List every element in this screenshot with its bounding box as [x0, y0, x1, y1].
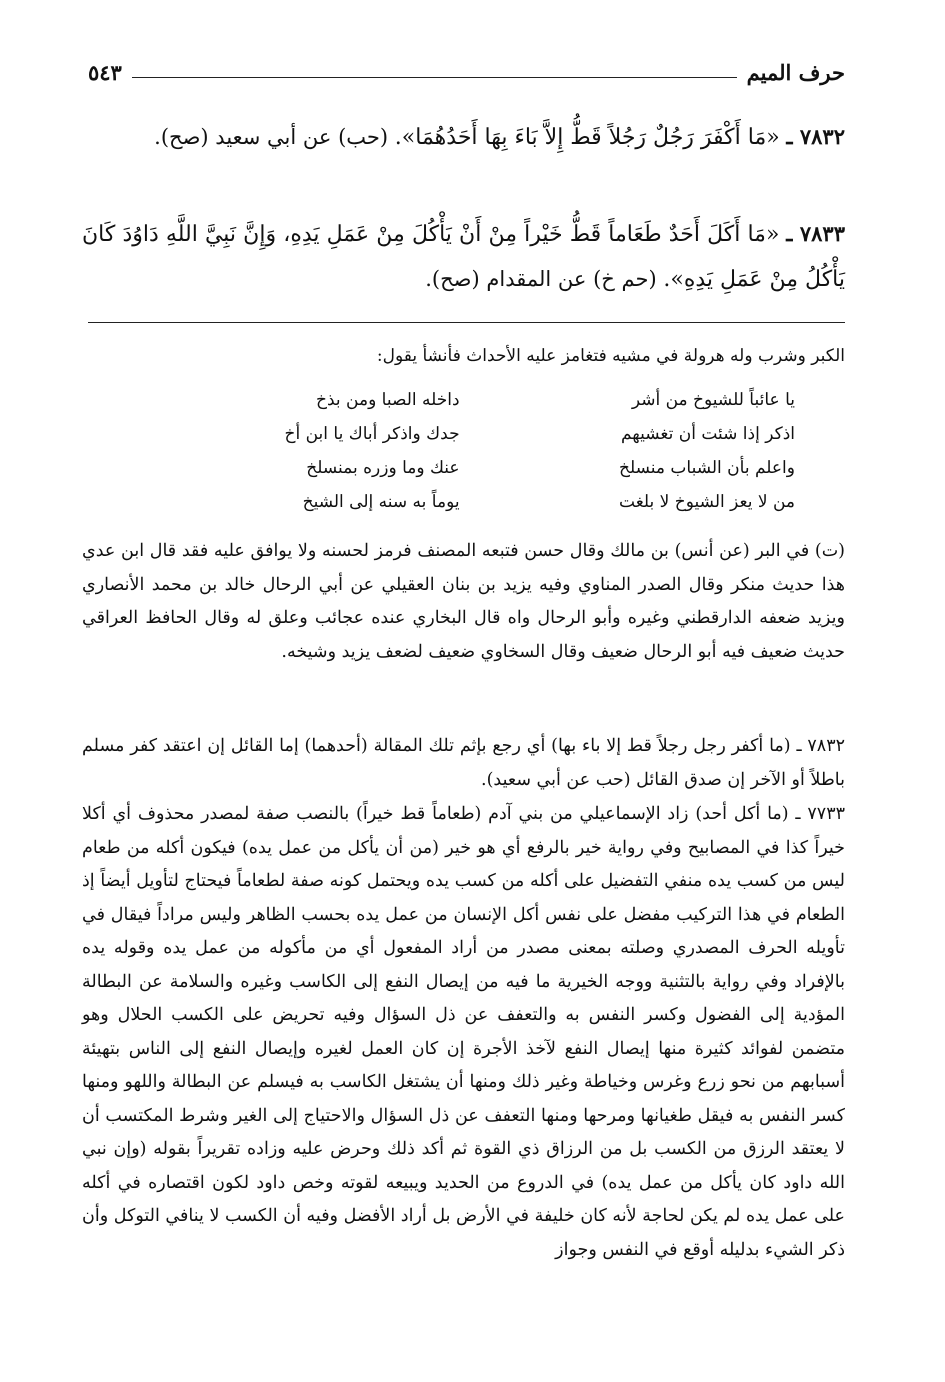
commentary-paragraph-1	[82, 535, 845, 669]
hadith-7833	[82, 212, 845, 302]
hadith-text: «مَا أَكَلَ أَحَدٌ طَعَاماً قَطُّ خَيْراً مِنْ أَنْ يَأْكُلَ مِنْ عَمَلِ يَدِهِ، وَإِنَّ نَبِيَّ اللَّهِ دَاوُدَ كَانَ يَأْكُلُ مِنْ عَمَلِ يَدِهِ».	[82, 222, 845, 292]
header-rule	[132, 77, 737, 78]
intro-text: الكبر وشرب وله هرولة في مشيه فتغامز عليه الأحداث فأنشأ يقول:	[376, 346, 845, 366]
page-number: ٥٤٣	[88, 59, 122, 85]
hemistich-second: عنك وما وزره بمنسلخ	[306, 458, 460, 478]
hemistich-first: من لا يعز الشيوخ لا بلغت	[619, 492, 795, 512]
page-header	[88, 55, 845, 89]
hemistich-second: داخله الصبا ومن بذخ	[315, 390, 460, 410]
commentary-paragraph-2	[82, 730, 845, 797]
paragraph-text: ٧٨٣٢ ـ (ما أكفر رجل رجلاً قط إلا باء بها) أي رجع بإثم تلك المقالة (أحدهما) إما القائل إن اعتقد كفر مسلم باطلاً أو الآخر إن صدق القائل (حب عن أبي سعيد).	[82, 736, 845, 790]
hemistich-first: يا عائباً للشيوخ من أشر	[631, 390, 795, 410]
poem-line	[150, 383, 795, 417]
hadith-number: ٧٨٣٣ ـ	[786, 221, 845, 246]
hadith-text: «مَا أَكْفَرَ رَجُلٌ رَجُلاً قَطُّ إِلاَّ بَاءَ بِهَا أَحَدُهُمَا».	[394, 125, 780, 150]
chapter-title: حرف الميم	[746, 59, 845, 85]
commentary-intro	[82, 340, 845, 372]
poem-line	[150, 485, 795, 519]
paragraph-text: ٧٧٣٣ ـ (ما أكل أحد) زاد الإسماعيلي من بني آدم (طعاماً قط خيراً) بالنصب صفة لمصدر محذوف أي أكلا خيراً كذا في المصابيح وفي رواية خير بالرفع أي هو خير (من أن يأكل من عمل يده) فيكون أكله من طعام ليس من كسب يده منفي التفضيل على أكله من كسب يده ويحتمل كونه صفة لطعاماً فيحتاج لتأويل أيضاً إذ الطعام في هذا التركيب مفضل على نفس أكل الإنسان من عمل يده بحسب الظاهر وليس مراداً فيقال في تأويله الحرف المصدري وصلته بمعنى مصدر من أراد المفعول أي من مأكوله من عمل يده وقوله يده بالإفراد وفي رواية بالتثنية ووجه الخيرية ما فيه من إيصال النفع إلى الكاسب وغيره والسلامة عن البطالة المؤدية إلى الفضول وكسر النفس به والتعفف عن ذل السؤال وفيه تحريض على الكسب الحلال وهو متضمن لفوائد كثيرة منها إيصال النفع لآخذ الأجرة إن كان العمل لغيره وإيصال النفع إلى الناس بتهيئة أسبابهم من نحو زرع وغرس وخياطة وغير ذلك ومنها أن يشتغل الكاسب به فيسلم عن البطالة واللهو ومنها كسر النفس به فيقل طغيانها ومرحها ومنها التعفف عن ذل السؤال والاحتياج إلى الغير وشرط المكتسب أن لا يعتقد الرزق من الكسب بل من الرزاق ذي القوة ثم أكد ذلك وحرض عليه وزاده تقريراً بقوله (وإن نبي الله داود كان يأكل من عمل يده) في الدروع من الحديد ويبيعه لقوته وخص داود لكون اقتصاره في أكله على عمل يده لم يكن لحاجة لأنه كان خليفة في الأرض بل أراد الأفضل وفيه أن الكسب لا ينافي التوكل وأن ذكر الشيء بدليله أوقع في النفس وجواز	[82, 804, 845, 1260]
commentary-paragraph-3	[82, 798, 845, 1267]
hadith-7832	[82, 115, 845, 160]
hemistich-second: يوماً به سنه إلى الشيخ	[302, 492, 460, 512]
hadith-source: (حم خ) عن المقدام (صح).	[425, 267, 657, 291]
paragraph-text: (ت) في البر (عن أنس) بن مالك وقال حسن فتبعه المصنف فرمز لحسنه ولا يوافق عليه فقد قال ابن عدي هذا حديث منكر وقال الصدر المناوي وفيه يزيد بن بنان العقيلي عن أبي الرحال خالد بن محمد الأنصاري ويزيد ضعفه الدارقطني وغيره وأبو الرحال واه قال البخاري عنده عجائب وعلق له وقال الحافظ العراقي حديث ضعيف فيه أبو الرحال ضعيف وقال السخاوي ضعيف لضعف يزيد وشيخه.	[82, 541, 845, 662]
hemistich-first: اذكر إذا شئت أن تغشيهم	[620, 424, 795, 444]
poem-line	[150, 451, 795, 485]
poem	[150, 383, 795, 519]
hadith-number: ٧٨٣٢ ـ	[786, 124, 845, 149]
footnote-separator	[88, 322, 845, 323]
poem-line	[150, 417, 795, 451]
hemistich-first: واعلم بأن الشباب منسلخ	[618, 458, 795, 478]
hemistich-second: جدك واذكر أباك يا ابن أخ	[284, 424, 460, 444]
hadith-source: (حب) عن أبي سعيد (صح).	[154, 125, 389, 149]
